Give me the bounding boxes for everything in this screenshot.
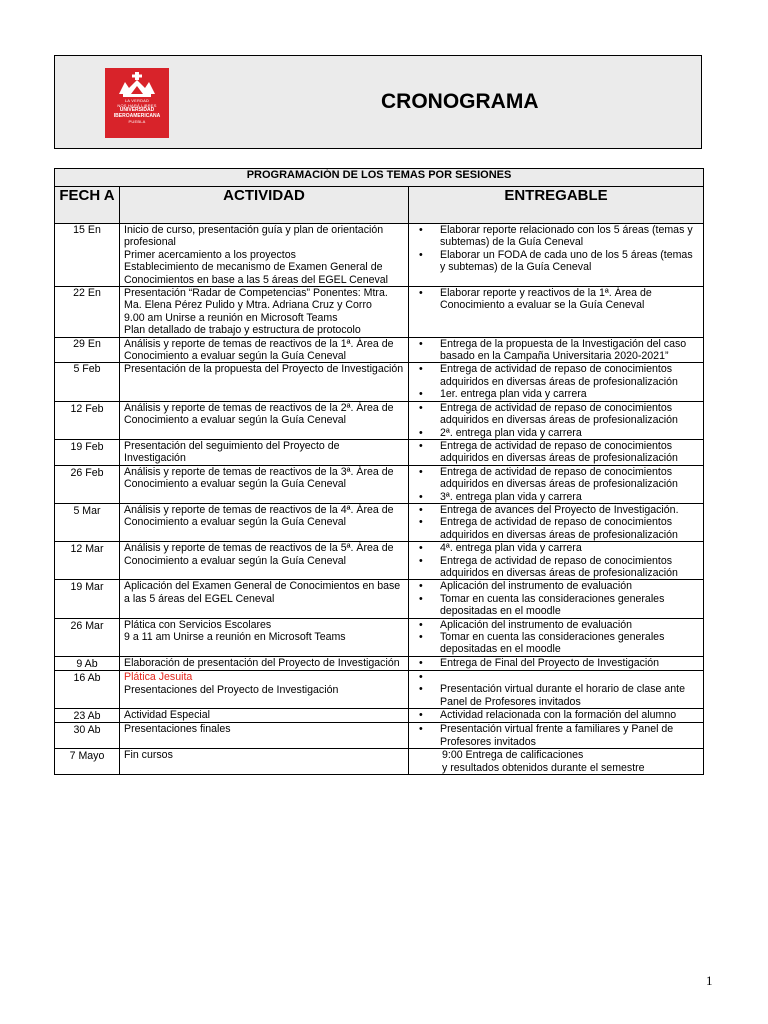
- activity-line: Presentaciones finales: [124, 723, 231, 736]
- row-deliverable: [409, 337, 704, 363]
- row-deliverable: [409, 656, 704, 670]
- table-row: [55, 580, 704, 618]
- row-activity: [120, 287, 409, 338]
- row-date: 12 Mar: [55, 542, 120, 580]
- deliverable-list: [413, 671, 699, 708]
- row-activity: [120, 749, 409, 775]
- table-row: [55, 656, 704, 670]
- row-date: 26 Mar: [55, 618, 120, 656]
- deliverable-item: • Elaborar un FODA de cada uno de los 5 áreas (temas y subtemas) de la Guía Ceneval: [413, 249, 699, 274]
- deliverable-item: • 4ª. entrega plan vida y carrera: [413, 542, 699, 554]
- row-deliverable: [409, 671, 704, 709]
- row-deliverable: [409, 465, 704, 503]
- activity-line: 9 a 11 am Unirse a reunión en Microsoft Teams: [124, 631, 346, 643]
- activity-line: Actividad Especial: [124, 709, 210, 722]
- deliverable-item: • Entrega de actividad de repaso de conocimientos adquiridos en diversas áreas de profesionalización: [413, 402, 699, 427]
- page-number: 1: [706, 973, 713, 988]
- activity-line: Análisis y reporte de temas de reactivos de la 2ª. Área de Conocimiento a evaluar según la Guía Ceneval: [124, 401, 394, 427]
- deliverable-list: [413, 619, 699, 656]
- activity-line: Primer acercamiento a los proyectos: [124, 248, 296, 261]
- table-row: [55, 337, 704, 363]
- row-activity: [120, 723, 409, 749]
- deliverable-item: • Entrega de actividad de repaso de conocimientos adquiridos en diversas áreas de profesionalización: [413, 466, 699, 491]
- row-date: 29 En: [55, 337, 120, 363]
- deliverable-item: • Actividad relacionada con la formación del alumno: [413, 709, 699, 721]
- deliverable-list: [413, 363, 699, 400]
- row-date: 15 En: [55, 224, 120, 287]
- row-deliverable: [409, 503, 704, 541]
- schedule-table: [54, 168, 704, 775]
- column-header-deliverable: ENTREGABLE: [409, 187, 704, 224]
- row-deliverable: [409, 749, 704, 775]
- row-activity: [120, 337, 409, 363]
- row-date: 9 Ab: [55, 656, 120, 670]
- activity-line: Análisis y reporte de temas de reactivos de la 3ª. Área de Conocimiento a evaluar según la Guía Ceneval: [124, 465, 394, 491]
- column-header-activity: ACTIVIDAD: [120, 187, 409, 224]
- logo-emblem-icon: [117, 72, 157, 98]
- deliverable-list: [413, 440, 699, 465]
- table-row: [55, 503, 704, 541]
- deliverable-item: • Elaborar reporte relacionado con los 5 áreas (temas y subtemas) de la Guía Ceneval: [413, 224, 699, 249]
- activity-line: Plática con Servicios Escolares: [124, 618, 272, 631]
- logo-name-1: UNIVERSIDAD: [119, 107, 155, 113]
- table-row: [55, 465, 704, 503]
- deliverable-item: • Elaborar reporte y reactivos de la 1ª. Área de Conocimiento a evaluar se la Guía Ceneval: [413, 287, 699, 312]
- logo-motto-2: NOS HARÁ LIBRES: [117, 103, 157, 108]
- deliverable-item: • Presentación virtual durante el horario de clase ante Panel de Profesores invitados: [413, 683, 699, 708]
- deliverable-list: [413, 709, 699, 721]
- activity-line: Fin cursos: [124, 749, 173, 762]
- deliverable-item: • Entrega de la propuesta de la Investigación del caso basado en la Campaña Universitaria 2020-2021”: [413, 338, 699, 363]
- deliverable-item: • Aplicación del instrumento de evaluación: [413, 580, 699, 592]
- row-deliverable: [409, 363, 704, 401]
- row-deliverable: [409, 542, 704, 580]
- row-activity: [120, 363, 409, 401]
- table-row: [55, 439, 704, 465]
- schedule-body: [55, 224, 704, 775]
- activity-line: 9.00 am Unirse a reunión en Microsoft Teams: [124, 311, 338, 324]
- activity-line: Presentación “Radar de Competencias” Ponentes: Mtra. Ma. Elena Pérez Pulido y Mtra. Adriana Cruz y Corro: [124, 287, 388, 312]
- activity-line: Presentación del seguimiento del Proyecto de Investigación: [124, 439, 340, 465]
- table-row: [55, 401, 704, 439]
- row-deliverable: [409, 723, 704, 749]
- deliverable-list: [413, 580, 699, 617]
- activity-line: Análisis y reporte de temas de reactivos de la 4ª. Área de Conocimiento a evaluar según la Guía Ceneval: [124, 503, 394, 529]
- row-date: 26 Feb: [55, 465, 120, 503]
- deliverable-list: [413, 287, 699, 312]
- activity-highlight: Plática Jesuita: [124, 671, 193, 684]
- table-caption: PROGRAMACIÓN DE LOS TEMAS POR SESIONES: [55, 169, 704, 187]
- row-date: 7 Mayo: [55, 749, 120, 775]
- table-row: [55, 542, 704, 580]
- row-date: 22 En: [55, 287, 120, 338]
- deliverable-item: • 3ª. entrega plan vida y carrera: [413, 491, 699, 503]
- university-logo: [105, 68, 169, 138]
- deliverable-list: [413, 749, 699, 774]
- table-row: [55, 287, 704, 338]
- table-row: [55, 723, 704, 749]
- row-activity: [120, 671, 409, 709]
- activity-line: Aplicación del Examen General de Conocimientos en base a las 5 áreas del EGEL Ceneval: [124, 580, 401, 605]
- row-activity: [120, 465, 409, 503]
- row-activity: [120, 656, 409, 670]
- row-date: 16 Ab: [55, 671, 120, 709]
- deliverable-item: • Tomar en cuenta las consideraciones generales depositadas en el moodle: [413, 631, 699, 656]
- row-activity: [120, 401, 409, 439]
- row-deliverable: [409, 401, 704, 439]
- deliverable-item: • Entrega de actividad de repaso de conocimientos adquiridos en diversas áreas de profesionalización: [413, 516, 699, 541]
- deliverable-item: • 2ª. entrega plan vida y carrera: [413, 427, 699, 439]
- table-row: [55, 709, 704, 723]
- deliverable-item: 9:00 Entrega de calificaciones: [442, 749, 584, 762]
- deliverable-item: • 1er. entrega plan vida y carrera: [413, 388, 699, 400]
- deliverable-item: • Entrega de actividad de repaso de conocimientos adquiridos en diversas áreas de profesionalización: [413, 440, 699, 465]
- deliverable-item: • Entrega de actividad de repaso de conocimientos adquiridos en diversas áreas de profesionalización: [413, 363, 699, 388]
- row-activity: [120, 542, 409, 580]
- header-box: [54, 55, 702, 149]
- row-activity: [120, 709, 409, 723]
- table-row: [55, 749, 704, 775]
- deliverable-item: [413, 671, 699, 683]
- row-date: 30 Ab: [55, 723, 120, 749]
- deliverable-item: y resultados obtenidos durante el semestre: [442, 761, 645, 774]
- table-row: [55, 671, 704, 709]
- deliverable-item: • Presentación virtual frente a familiares y Panel de Profesores invitados: [413, 723, 699, 748]
- deliverable-item: • Entrega de Final del Proyecto de Investigación: [413, 657, 699, 669]
- deliverable-list: [413, 723, 699, 748]
- row-date: 5 Feb: [55, 363, 120, 401]
- row-date: 12 Feb: [55, 401, 120, 439]
- row-activity: [120, 503, 409, 541]
- row-deliverable: [409, 224, 704, 287]
- page-title: CRONOGRAMA: [381, 90, 539, 113]
- row-deliverable: [409, 580, 704, 618]
- row-deliverable: [409, 618, 704, 656]
- deliverable-list: [413, 402, 699, 439]
- row-date: 19 Mar: [55, 580, 120, 618]
- row-activity: [120, 224, 409, 287]
- row-activity: [120, 580, 409, 618]
- row-deliverable: [409, 439, 704, 465]
- deliverable-list: [413, 466, 699, 503]
- deliverable-item: • Aplicación del instrumento de evaluación: [413, 619, 699, 631]
- table-row: [55, 618, 704, 656]
- row-date: 5 Mar: [55, 503, 120, 541]
- row-deliverable: [409, 709, 704, 723]
- activity-line: Establecimiento de mecanismo de Examen General de Conocimientos en base a las 5 áreas del EGEL Ceneval: [124, 261, 389, 286]
- deliverable-item: • Tomar en cuenta las consideraciones generales depositadas en el moodle: [413, 593, 699, 618]
- row-activity: [120, 439, 409, 465]
- row-activity: [120, 618, 409, 656]
- row-date: 19 Feb: [55, 439, 120, 465]
- deliverable-list: [413, 224, 699, 274]
- activity-line: Inicio de curso, presentación guía y plan de orientación profesional: [124, 224, 384, 249]
- activity-line: Análisis y reporte de temas de reactivos de la 5ª. Área de Conocimiento a evaluar según la Guía Ceneval: [124, 542, 394, 567]
- deliverable-item: • Entrega de actividad de repaso de conocimientos adquiridos en diversas áreas de profesionalización: [413, 555, 699, 580]
- logo-city: PUEBLA: [128, 119, 146, 124]
- table-row: [55, 363, 704, 401]
- deliverable-list: [413, 542, 699, 579]
- logo-motto-1: LA VERDAD: [124, 98, 150, 103]
- activity-line: Análisis y reporte de temas de reactivos de la 1ª. Área de Conocimiento a evaluar según la Guía Ceneval: [124, 337, 394, 363]
- deliverable-item: • Entrega de avances del Proyecto de Investigación.: [413, 504, 699, 516]
- row-date: 23 Ab: [55, 709, 120, 723]
- activity-line: Presentación de la propuesta del Proyecto de Investigación: [124, 363, 404, 376]
- table-row: [55, 224, 704, 287]
- column-header-date: FECH A: [55, 187, 120, 224]
- activity-line: Plan detallado de trabajo y estructura de protocolo: [124, 324, 361, 337]
- row-deliverable: [409, 287, 704, 338]
- deliverable-list: [413, 657, 699, 669]
- deliverable-list: [413, 504, 699, 541]
- activity-line: Presentaciones del Proyecto de Investigación: [124, 683, 339, 696]
- logo-name-2: IBEROAMERICANA: [113, 112, 161, 119]
- activity-line: Elaboración de presentación del Proyecto de Investigación: [124, 656, 400, 669]
- deliverable-list: [413, 338, 699, 363]
